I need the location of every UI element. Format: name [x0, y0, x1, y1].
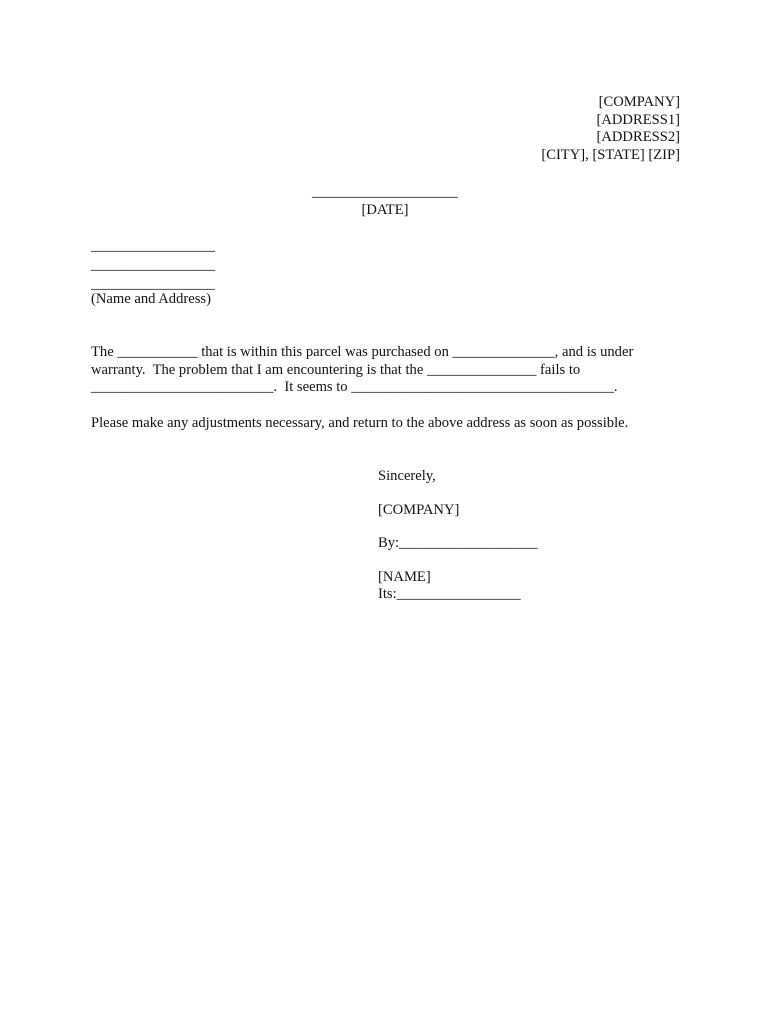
sender-company: [COMPANY] — [598, 94, 680, 110]
signature-block — [378, 468, 538, 604]
body-paragraph-1-line-3: _________________________. It seems to ____________________________________. — [91, 379, 618, 396]
letter-body — [91, 344, 681, 432]
recipient-line-1: _________________ — [91, 238, 216, 254]
sender-city-state-zip: [CITY], [STATE] [ZIP] — [541, 146, 680, 163]
signature-company: [COMPANY] — [378, 501, 460, 518]
date-blank: ____________________ — [312, 184, 458, 200]
date-block — [0, 184, 770, 219]
sender-address1: [ADDRESS1] — [596, 111, 680, 128]
sender-address2: [ADDRESS2] — [596, 129, 680, 146]
date-label: [DATE] — [361, 201, 409, 218]
recipient-line-3: _________________ — [91, 276, 216, 292]
body-paragraph-1-line-1: The ___________ that is within this parcel was purchased on ______________, and is under — [91, 344, 634, 360]
recipient-address-block — [91, 237, 215, 309]
signature-name: [NAME] — [378, 568, 431, 585]
closing: Sincerely, — [378, 468, 436, 484]
sender-address-block — [541, 94, 680, 164]
body-paragraph-1-line-2: warranty. The problem that I am encountering is that the _______________ fails to — [91, 361, 581, 378]
recipient-line-2: _________________ — [91, 257, 216, 273]
body-paragraph-2: Please make any adjustments necessary, and return to the above address as soon as possible. — [91, 414, 629, 431]
signature-its-line: Its:_________________ — [378, 586, 521, 603]
signature-by-line: By:___________________ — [378, 535, 538, 552]
recipient-label: (Name and Address) — [91, 291, 211, 307]
